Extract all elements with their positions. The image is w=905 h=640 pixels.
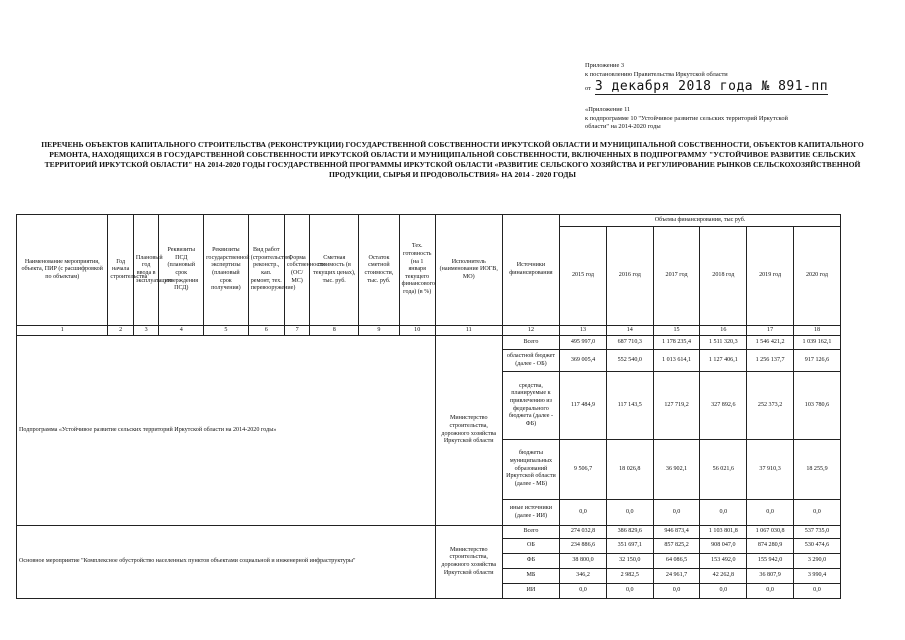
column-number: 8 (310, 326, 359, 336)
header-year: 2017 год (653, 227, 700, 326)
amount-cell: 917 126,6 (793, 350, 840, 372)
amount-cell: 32 150,0 (606, 554, 653, 569)
from-word: от (585, 85, 591, 93)
resolution-date (585, 80, 885, 95)
amount-cell: 0,0 (793, 500, 840, 526)
amount-cell: 56 021,6 (700, 440, 747, 500)
header-start-year: Год начала строительства (108, 215, 134, 326)
amount-cell: 0,0 (560, 500, 607, 526)
amount-cell: 874 280,9 (747, 539, 794, 554)
section-name: Основное мероприятие "Комплексное обустройство населенных пунктов объектами социальной и инженерной инфраструктуры" (17, 526, 436, 599)
header-year: 2019 год (747, 227, 794, 326)
amount-cell: 117 143,5 (606, 372, 653, 440)
header-volumes: Объемы финансирования, тыс руб. (560, 215, 841, 227)
executor-cell: Министерство строительства, дорожного хозяйства Иркутской области (435, 336, 502, 526)
executor-cell: Министерство строительства, дорожного хозяйства Иркутской области (435, 526, 502, 599)
amount-cell: 103 780,6 (793, 372, 840, 440)
column-number: 18 (793, 326, 840, 336)
amount-cell: 36 807,9 (747, 569, 794, 584)
header-year: 2020 год (793, 227, 840, 326)
amount-cell: 687 710,3 (606, 336, 653, 350)
header-sources: Источники финансирования (502, 215, 559, 326)
header-remaining-cost: Остаток сметной стоимости, тыс. руб. (359, 215, 399, 326)
source-cell: средства, планируемые к привлечению из федерального бюджета (далее - ФБ) (502, 372, 559, 440)
source-cell: ФБ (502, 554, 559, 569)
column-number: 3 (133, 326, 159, 336)
amount-cell: 64 086,5 (653, 554, 700, 569)
section-name: Подпрограмма «Устойчивое развитие сельских территорий Иркутской области на 2014-2020 годы» (17, 336, 436, 526)
amount-cell: 351 697,1 (606, 539, 653, 554)
amount-cell: 495 997,0 (560, 336, 607, 350)
amount-cell: 0,0 (700, 500, 747, 526)
amount-cell: 1 013 614,1 (653, 350, 700, 372)
amount-cell: 117 484,9 (560, 372, 607, 440)
header-ownership: Форма собственности (ОС/МС) (284, 215, 310, 326)
source-cell: Всего (502, 526, 559, 539)
amount-cell: 0,0 (700, 584, 747, 599)
amount-cell: 1 039 162,1 (793, 336, 840, 350)
amount-cell: 386 829,6 (606, 526, 653, 539)
amount-cell: 37 910,3 (747, 440, 794, 500)
amount-cell: 537 735,0 (793, 526, 840, 539)
column-number: 2 (108, 326, 134, 336)
amount-cell: 1 103 801,8 (700, 526, 747, 539)
source-cell: иные источники (далее - ИИ) (502, 500, 559, 526)
amount-cell: 0,0 (747, 500, 794, 526)
appendix-line: Приложение 3 (585, 62, 625, 69)
amount-cell: 155 942,0 (747, 554, 794, 569)
column-number: 9 (359, 326, 399, 336)
source-cell: Всего (502, 336, 559, 350)
amount-cell: 18 255,9 (793, 440, 840, 500)
amount-cell: 1 127 406,1 (700, 350, 747, 372)
header-estimated-cost: Сметная стоимость (в текущих ценах), тыс. руб. (310, 215, 359, 326)
amount-cell: 946 873,4 (653, 526, 700, 539)
amount-cell: 908 047,0 (700, 539, 747, 554)
header-readiness: Тех. готовность (на 1 января текущего финансового года) (в %) (399, 215, 435, 326)
appendix-block (585, 62, 885, 132)
amount-cell: 857 825,2 (653, 539, 700, 554)
column-number: 11 (435, 326, 502, 336)
header-psd: Реквизиты ПСД (плановый срок утверждения ПСД) (159, 215, 204, 326)
table-row (17, 336, 841, 350)
header-year: 2018 год (700, 227, 747, 326)
amount-cell: 1 546 421,2 (747, 336, 794, 350)
appendix-line: «Приложение 11 (585, 105, 631, 113)
amount-cell: 234 886,6 (560, 539, 607, 554)
amount-cell: 1 067 030,8 (747, 526, 794, 539)
amount-cell: 0,0 (606, 500, 653, 526)
amount-cell: 1 511 320,3 (700, 336, 747, 350)
amount-cell: 18 026,8 (606, 440, 653, 500)
header-year: 2016 год (606, 227, 653, 326)
amount-cell: 38 800,0 (560, 554, 607, 569)
header-executor: Исполнитель (наименование ИОГВ, МО) (435, 215, 502, 326)
amount-cell: 9 506,7 (560, 440, 607, 500)
column-number: 13 (560, 326, 607, 336)
column-number: 16 (700, 326, 747, 336)
header-work-type: Вид работ (строительство, реконстр., кап. ремонт, тех. перевооружение) (248, 215, 284, 326)
source-cell: бюджеты муниципальных образований Иркутской области (далее - МБ) (502, 440, 559, 500)
amount-cell: 346,2 (560, 569, 607, 584)
column-number: 17 (747, 326, 794, 336)
amount-cell: 0,0 (606, 584, 653, 599)
column-number: 6 (248, 326, 284, 336)
amount-cell: 369 005,4 (560, 350, 607, 372)
amount-cell: 3 290,0 (793, 554, 840, 569)
source-cell: ИИ (502, 584, 559, 599)
amount-cell: 3 990,4 (793, 569, 840, 584)
source-cell: областной бюджет (далее - ОБ) (502, 350, 559, 372)
column-number: 15 (653, 326, 700, 336)
document-title: ПЕРЕЧЕНЬ ОБЪЕКТОВ КАПИТАЛЬНОГО СТРОИТЕЛЬСТВА (РЕКОНСТРУКЦИИ) ГОСУДАРСТВЕННОЙ СОБСТВЕННОСТИ ИРКУТСКОЙ ОБЛАСТИ И МУНИЦИПАЛЬНОЙ СОБСТВЕННОСТИ, ОБЪЕКТОВ КАПИТАЛЬНОГО РЕМОНТА, НАХОДЯЩИХСЯ В ГОСУДАРСТВЕННОЙ СОБСТВЕННОСТИ ИРКУТСКОЙ ОБЛАСТИ И МУНИЦИПАЛЬНОЙ СОБСТВЕННОСТИ, ВКЛЮЧЕННЫХ В ПОДПРОГРАММУ "УСТОЙЧИВОЕ РАЗВИТИЕ СЕЛЬСКИХ ТЕРРИТОРИЙ ИРКУТСКОЙ ОБЛАСТИ" НА 2014-2020 ГОДЫ ГОСУДАРСТВЕННОЙ ПРОГРАММЫ ИРКУТСКОЙ ОБЛАСТИ «РАЗВИТИЕ СЕЛЬСКОГО ХОЗЯЙСТВА И РЕГУЛИРОВАНИЕ РЫНКОВ СЕЛЬСКОХОЗЯЙСТВЕННОЙ ПРОДУКЦИИ, СЫРЬЯ И ПРОДОВОЛЬСТВИЯ» НА 2014 - 2020 ГОДЫ (41, 140, 864, 180)
amount-cell: 127 719,2 (653, 372, 700, 440)
amount-cell: 0,0 (653, 584, 700, 599)
amount-cell: 0,0 (653, 500, 700, 526)
header-expertise: Реквизиты государственной экспертизы (плановый срок получения) (204, 215, 249, 326)
column-number: 4 (159, 326, 204, 336)
handwritten-date: 3 декабря 2018 года № 891-пп (594, 79, 829, 95)
header-commission-year: Плановый год ввода в эксплуатацию (133, 215, 159, 326)
amount-cell: 0,0 (793, 584, 840, 599)
amount-cell: 327 892,6 (700, 372, 747, 440)
column-number: 5 (204, 326, 249, 336)
amount-cell: 24 961,7 (653, 569, 700, 584)
column-number: 7 (284, 326, 310, 336)
source-cell: МБ (502, 569, 559, 584)
amount-cell: 530 474,6 (793, 539, 840, 554)
amount-cell: 36 902,1 (653, 440, 700, 500)
amount-cell: 153 492,0 (700, 554, 747, 569)
amount-cell: 0,0 (560, 584, 607, 599)
financing-table (16, 214, 841, 599)
amount-cell: 252 373,2 (747, 372, 794, 440)
appendix-line: к подпрограмме 10 "Устойчивое развитие сельских территорий Иркутской (585, 114, 788, 122)
column-number: 14 (606, 326, 653, 336)
column-number: 12 (502, 326, 559, 336)
source-cell: ОБ (502, 539, 559, 554)
table-row (17, 526, 841, 539)
amount-cell: 42 262,8 (700, 569, 747, 584)
amount-cell: 0,0 (747, 584, 794, 599)
header-name: Наименование мероприятия, объекта, ПИР (с расшифровкой по объектам) (17, 215, 108, 326)
amount-cell: 2 982,5 (606, 569, 653, 584)
amount-cell: 552 540,0 (606, 350, 653, 372)
amount-cell: 1 178 235,4 (653, 336, 700, 350)
appendix-line: области" на 2014-2020 годы (585, 123, 661, 131)
amount-cell: 1 256 137,7 (747, 350, 794, 372)
appendix-line: к постановлению Правительства Иркутской области (585, 70, 728, 78)
amount-cell: 274 032,8 (560, 526, 607, 539)
column-number: 1 (17, 326, 108, 336)
header-year: 2015 год (560, 227, 607, 326)
column-number: 10 (399, 326, 435, 336)
